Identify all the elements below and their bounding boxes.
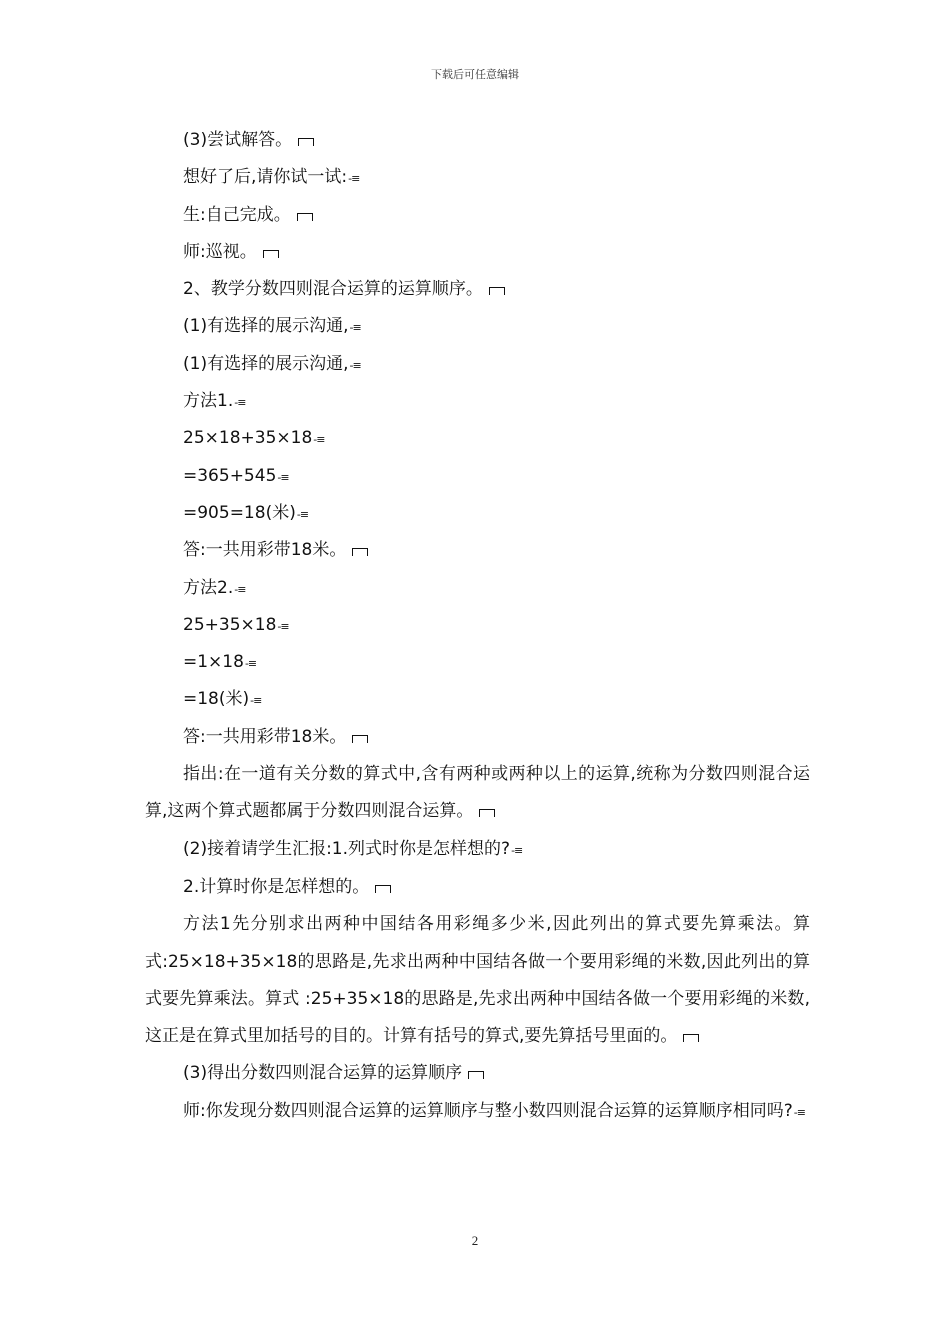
- paragraph-mark-icon: [352, 735, 368, 743]
- text-line: 师:巡视。: [145, 234, 810, 271]
- text-line: (1)有选择的展示沟通,-≡: [183, 316, 361, 337]
- text-line: 生:自己完成。: [145, 197, 810, 234]
- text-line: 25+35×18-≡: [183, 614, 289, 635]
- text-line: =1×18-≡: [183, 652, 257, 673]
- paragraph-mark-icon: [298, 138, 314, 146]
- line-break-mark-icon: -≡: [348, 172, 360, 186]
- paragraph: 方法1先分别求出两种中国结各用彩绳多少米,因此列出的算式要先算乘法。算式:25×18+35×18的思路是,先求出两种中国结各做一个要用彩绳的米数,因此列出的算式要先算乘法。算式 :25+35×18的思路是,先求出两种中国结各做一个要用彩绳的米数,这正是在算式里加括号的目的。计算有括号的算式,要先算括号里面的。: [145, 914, 810, 1047]
- line-break-mark-icon: -≡: [277, 470, 289, 484]
- paragraph-mark-icon: [297, 213, 313, 221]
- line-break-mark-icon: -≡: [296, 507, 309, 521]
- page-header: 下载后可任意编辑: [431, 68, 519, 81]
- document-body: [145, 122, 810, 1131]
- paragraph-mark-icon: [468, 1071, 484, 1079]
- line-break-mark-icon: -≡: [234, 582, 246, 596]
- text-line: =18(米)-≡: [183, 689, 262, 710]
- paragraph: (3)得出分数四则混合运算的运算顺序: [145, 1055, 810, 1092]
- paragraph: 师:你发现分数四则混合运算的运算顺序与整小数四则混合运算的运算顺序相同吗?-≡: [183, 1100, 805, 1121]
- line-break-mark-icon: -≡: [250, 694, 262, 708]
- text-line: 答:一共用彩带18米。: [145, 719, 810, 756]
- paragraph-mark-icon: [263, 250, 279, 258]
- text-line: 答:一共用彩带18米。: [145, 532, 810, 569]
- text-line: =905=18(米)-≡: [183, 502, 309, 523]
- paragraph-mark-icon: [683, 1034, 699, 1042]
- page-number: 2: [471, 1233, 479, 1248]
- paragraph: (2)接着请学生汇报:1.列式时你是怎样想的?-≡: [183, 838, 523, 859]
- paragraph-mark-icon: [479, 809, 495, 817]
- paragraph-mark-icon: [489, 287, 505, 295]
- line-break-mark-icon: -≡: [234, 396, 246, 410]
- text-line: =365+545-≡: [183, 465, 289, 486]
- line-break-mark-icon: -≡: [244, 657, 257, 671]
- text-line: 2、教学分数四则混合运算的运算顺序。: [145, 271, 810, 308]
- text-line: 方法1.-≡: [183, 391, 246, 412]
- text-line: (3)尝试解答。: [145, 122, 810, 159]
- paragraph: 2.计算时你是怎样想的。: [145, 869, 810, 906]
- text-line: 想好了后,请你试一试:-≡: [183, 167, 360, 188]
- line-break-mark-icon: -≡: [313, 433, 325, 447]
- paragraph: 指出:在一道有关分数的算式中,含有两种或两种以上的运算,统称为分数四则混合运算,这两个算式题都属于分数四则混合运算。: [145, 764, 810, 822]
- text-line: 25×18+35×18-≡: [183, 428, 325, 449]
- paragraph-mark-icon: [375, 885, 391, 893]
- line-break-mark-icon: -≡: [349, 358, 361, 372]
- text-line: (1)有选择的展示沟通,-≡: [183, 353, 361, 374]
- paragraph-mark-icon: [352, 548, 368, 556]
- line-break-mark-icon: -≡: [511, 843, 523, 857]
- line-break-mark-icon: -≡: [349, 321, 361, 335]
- line-break-mark-icon: -≡: [277, 619, 289, 633]
- text-line: 方法2.-≡: [183, 577, 246, 598]
- line-break-mark-icon: -≡: [793, 1105, 805, 1119]
